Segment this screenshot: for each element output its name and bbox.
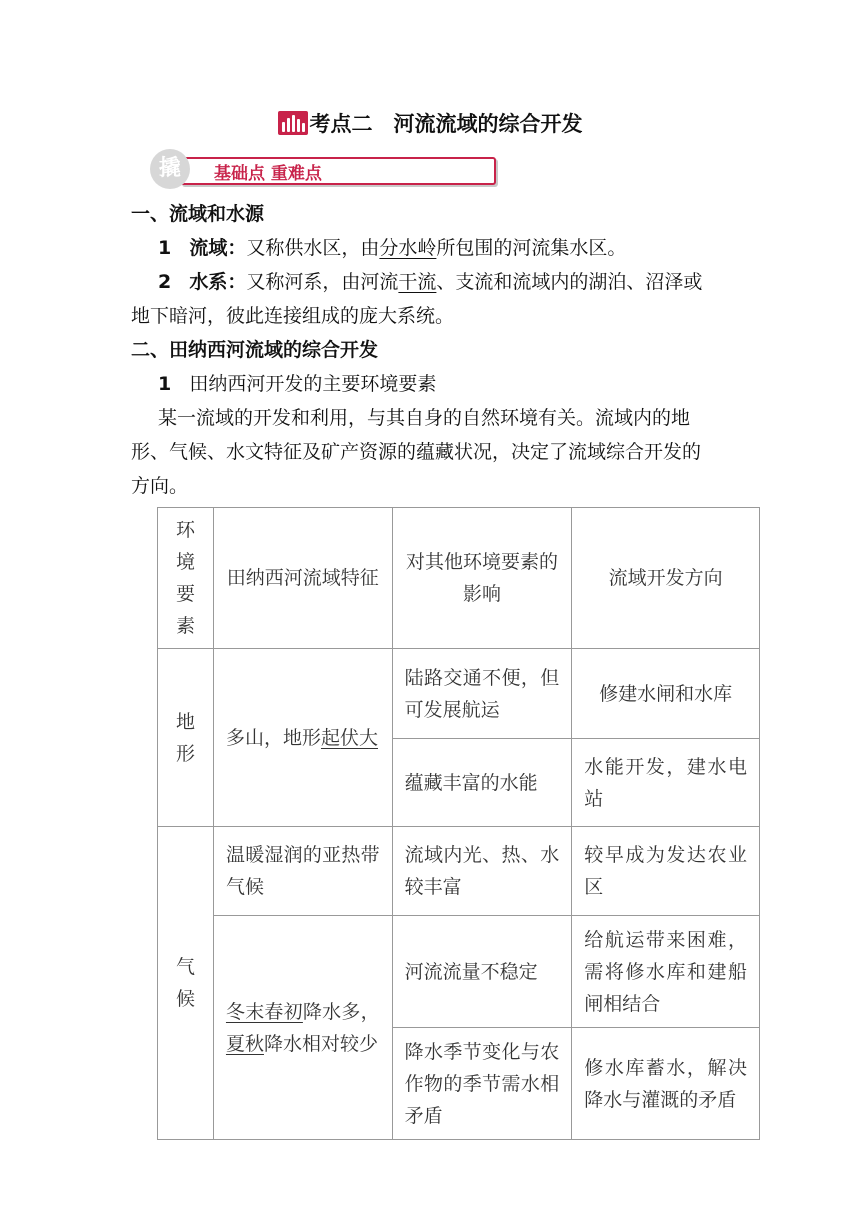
header-feature: 田纳西河流域特征 [213, 508, 392, 649]
factor-terrain: 地形 [158, 649, 214, 827]
env-factors-table [157, 507, 760, 1140]
table-row [158, 916, 760, 1028]
factor-climate: 气候 [158, 827, 214, 1140]
table-row [158, 649, 760, 739]
key-points-tag [150, 149, 360, 191]
climate-feature-1: 温暖湿润的亚热带气候 [213, 827, 392, 916]
paragraph-line-1: 某一流域的开发和利用，与其自身的自然环境有关。流域内的地 [158, 407, 691, 429]
title-row [0, 108, 860, 138]
climate-feature-2: 冬末春初降水多，夏秋降水相对较少 [213, 916, 392, 1140]
climate-impact-1: 流域内光、热、水较丰富 [392, 827, 572, 916]
header-direction: 流域开发方向 [572, 508, 760, 649]
climate-direction-1: 较早成为发达农业区 [572, 827, 760, 916]
climate-impact-2: 河流流量不稳定 [392, 916, 572, 1028]
tag-label: 基础点 重难点 [214, 164, 322, 184]
paragraph-line-3: 方向。 [131, 475, 189, 497]
climate-direction-2: 给航运带来困难，需将修水库和建船闸相结合 [572, 916, 760, 1028]
subheading-env-factors: 1 田纳西河开发的主要环境要素 [158, 373, 437, 395]
table-row [158, 827, 760, 916]
item-watershed: 1 流域：又称供水区，由分水岭所包围的河流集水区。 [158, 237, 627, 259]
section2-heading: 二、田纳西河流域的综合开发 [131, 339, 379, 361]
header-factor: 环境要素 [158, 508, 214, 649]
climate-impact-3: 降水季节变化与农作物的季节需水相矛盾 [392, 1028, 572, 1140]
terrain-direction-2: 水能开发，建水电站 [572, 739, 760, 827]
terrain-impact-2: 蕴藏丰富的水能 [392, 739, 572, 827]
climate-direction-3: 修水库蓄水，解决降水与灌溉的矛盾 [572, 1028, 760, 1140]
table-header-row [158, 508, 760, 649]
paragraph-line-2: 形、气候、水文特征及矿产资源的蕴藏状况，决定了流域综合开发的 [131, 441, 702, 463]
terrain-feature: 多山，地形起伏大 [213, 649, 392, 827]
section1-heading: 一、流域和水源 [131, 203, 265, 225]
terrain-direction-1: 修建水闸和水库 [572, 649, 760, 739]
item-river-system: 2 水系：又称河系，由河流干流、支流和流域内的湖泊、沼泽或 [158, 271, 703, 293]
header-impact: 对其他环境要素的影响 [392, 508, 572, 649]
topic-badge-icon [278, 111, 308, 135]
tag-circle-icon: 撬 [150, 149, 190, 189]
item-river-system-cont: 地下暗河，彼此连接组成的庞大系统。 [131, 305, 455, 327]
page-title: 考点二 河流流域的综合开发 [309, 112, 583, 136]
terrain-impact-1: 陆路交通不便，但可发展航运 [392, 649, 572, 739]
